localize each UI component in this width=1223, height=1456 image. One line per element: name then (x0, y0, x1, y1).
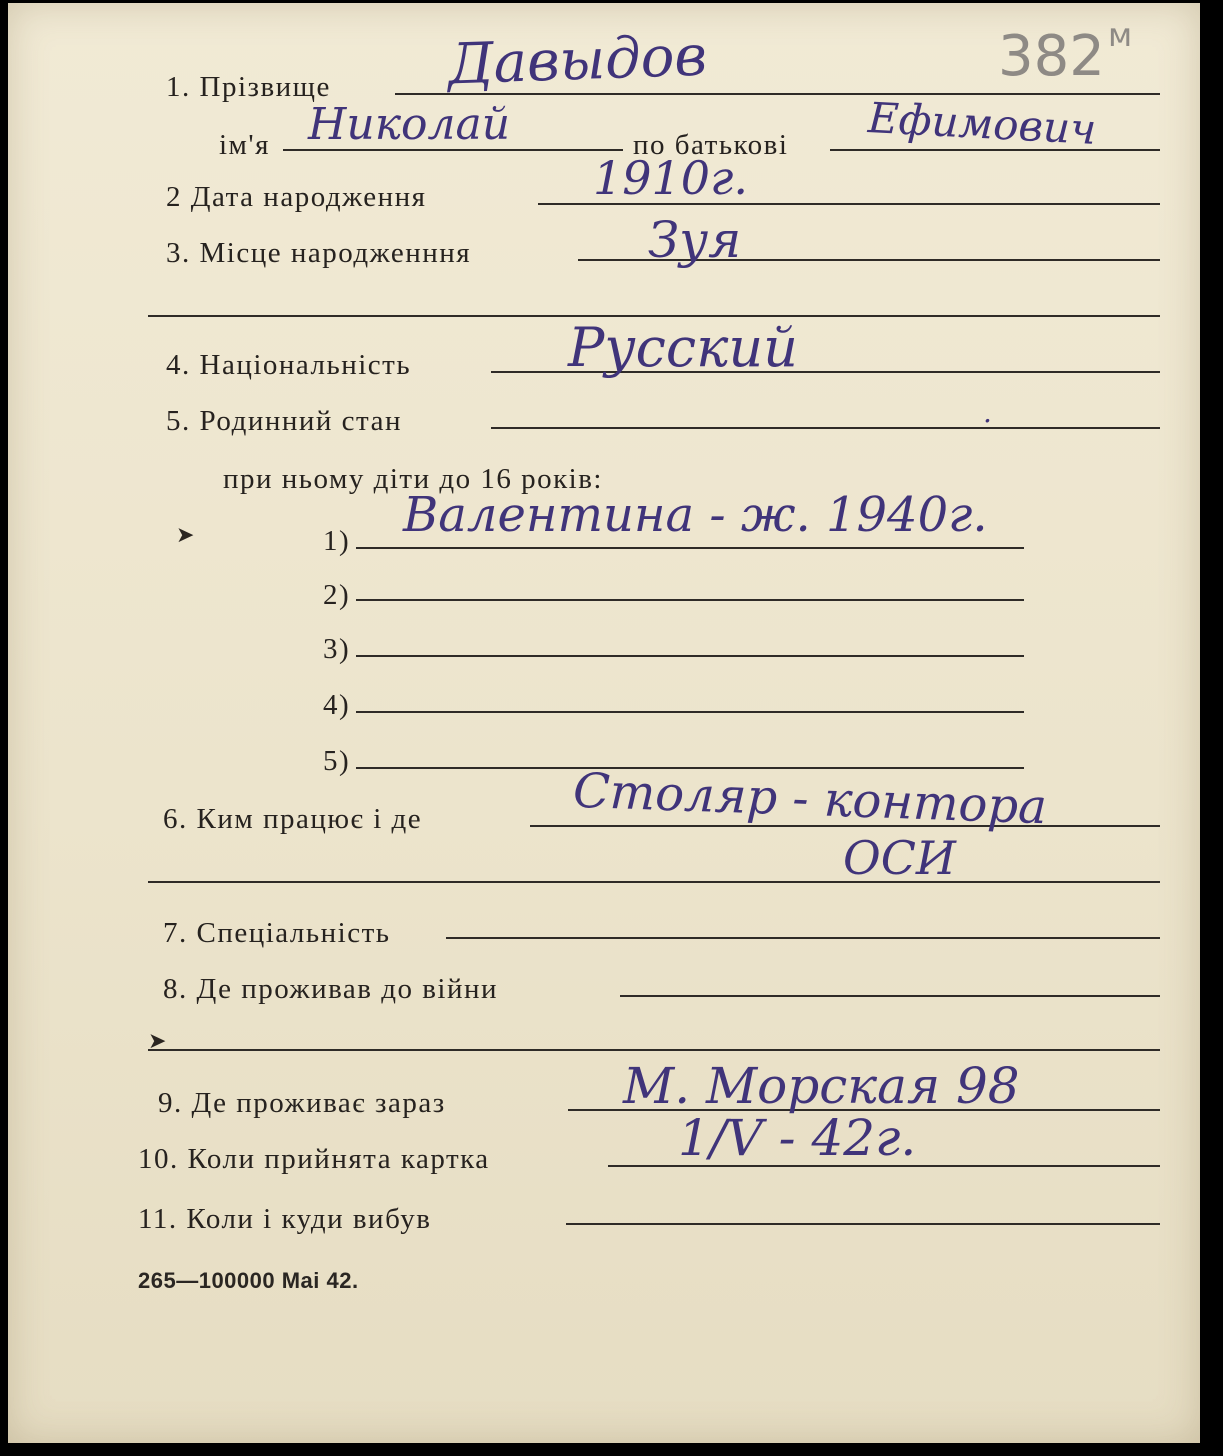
child-5-number: 5) (323, 745, 351, 777)
work-value: Столяр - контора (572, 762, 1048, 836)
departure-label: 11. Коли і куди вибув (138, 1203, 432, 1235)
specialty-line (446, 937, 1160, 939)
child-3-number: 3) (323, 633, 351, 665)
birth-place-value: Зуя (648, 211, 742, 269)
child-4-number: 4) (323, 689, 351, 721)
patronymic-line (830, 149, 1160, 151)
registration-card (8, 3, 1200, 1443)
pencil-number: 382 (998, 24, 1105, 89)
birth-date-label: 2 Дата народження (166, 181, 427, 213)
surname-label: 1. Прізвище (166, 71, 331, 103)
work-value-line2: ОСИ (843, 831, 957, 885)
print-code: 265—100000 Mai 42. (138, 1268, 359, 1293)
work-extra-line (148, 881, 1160, 883)
patronymic-value: Ефимович (866, 93, 1098, 154)
margin-mark-2: ➤ (148, 1029, 167, 1054)
prewar-residence-label: 8. Де проживав до війни (163, 973, 499, 1005)
child-4-line (356, 711, 1024, 713)
child-1-line (356, 547, 1024, 549)
card-date-label: 10. Коли прийнята картка (138, 1143, 490, 1175)
surname-value: Давыдов (446, 23, 708, 98)
children-label: при ньому діти до 16 років: (223, 463, 603, 495)
current-residence-value: М. Морская 98 (623, 1057, 1020, 1115)
child-2-number: 2) (323, 579, 351, 611)
child-1-value: Валентина - ж. 1940г. (403, 487, 988, 543)
marital-status-label: 5. Родинний стан (166, 405, 402, 437)
nationality-label: 4. Національність (166, 349, 412, 381)
current-residence-label: 9. Де проживає зараз (158, 1087, 446, 1119)
name-value: Николай (308, 99, 511, 150)
margin-mark: ➤ (176, 523, 195, 548)
prewar-residence-line (620, 995, 1160, 997)
child-2-line (356, 599, 1024, 601)
pencil-number-suffix: м (1108, 16, 1133, 54)
nationality-value: Русский (568, 316, 798, 379)
name-label: ім'я (219, 129, 270, 161)
marital-status-mark: . (983, 396, 992, 429)
work-label: 6. Ким працює і де (163, 803, 423, 835)
specialty-label: 7. Спеціальність (163, 917, 391, 949)
child-1-number: 1) (323, 525, 351, 557)
birth-date-value: 1910г. (593, 151, 748, 205)
departure-line (566, 1223, 1160, 1225)
marital-status-line (491, 427, 1160, 429)
child-3-line (356, 655, 1024, 657)
card-date-value: 1/V - 42г. (678, 1109, 917, 1167)
prewar-residence-extra-line (148, 1049, 1160, 1051)
patronymic-label: по батькові (633, 129, 789, 161)
birth-place-label: 3. Місце народженння (166, 237, 472, 269)
